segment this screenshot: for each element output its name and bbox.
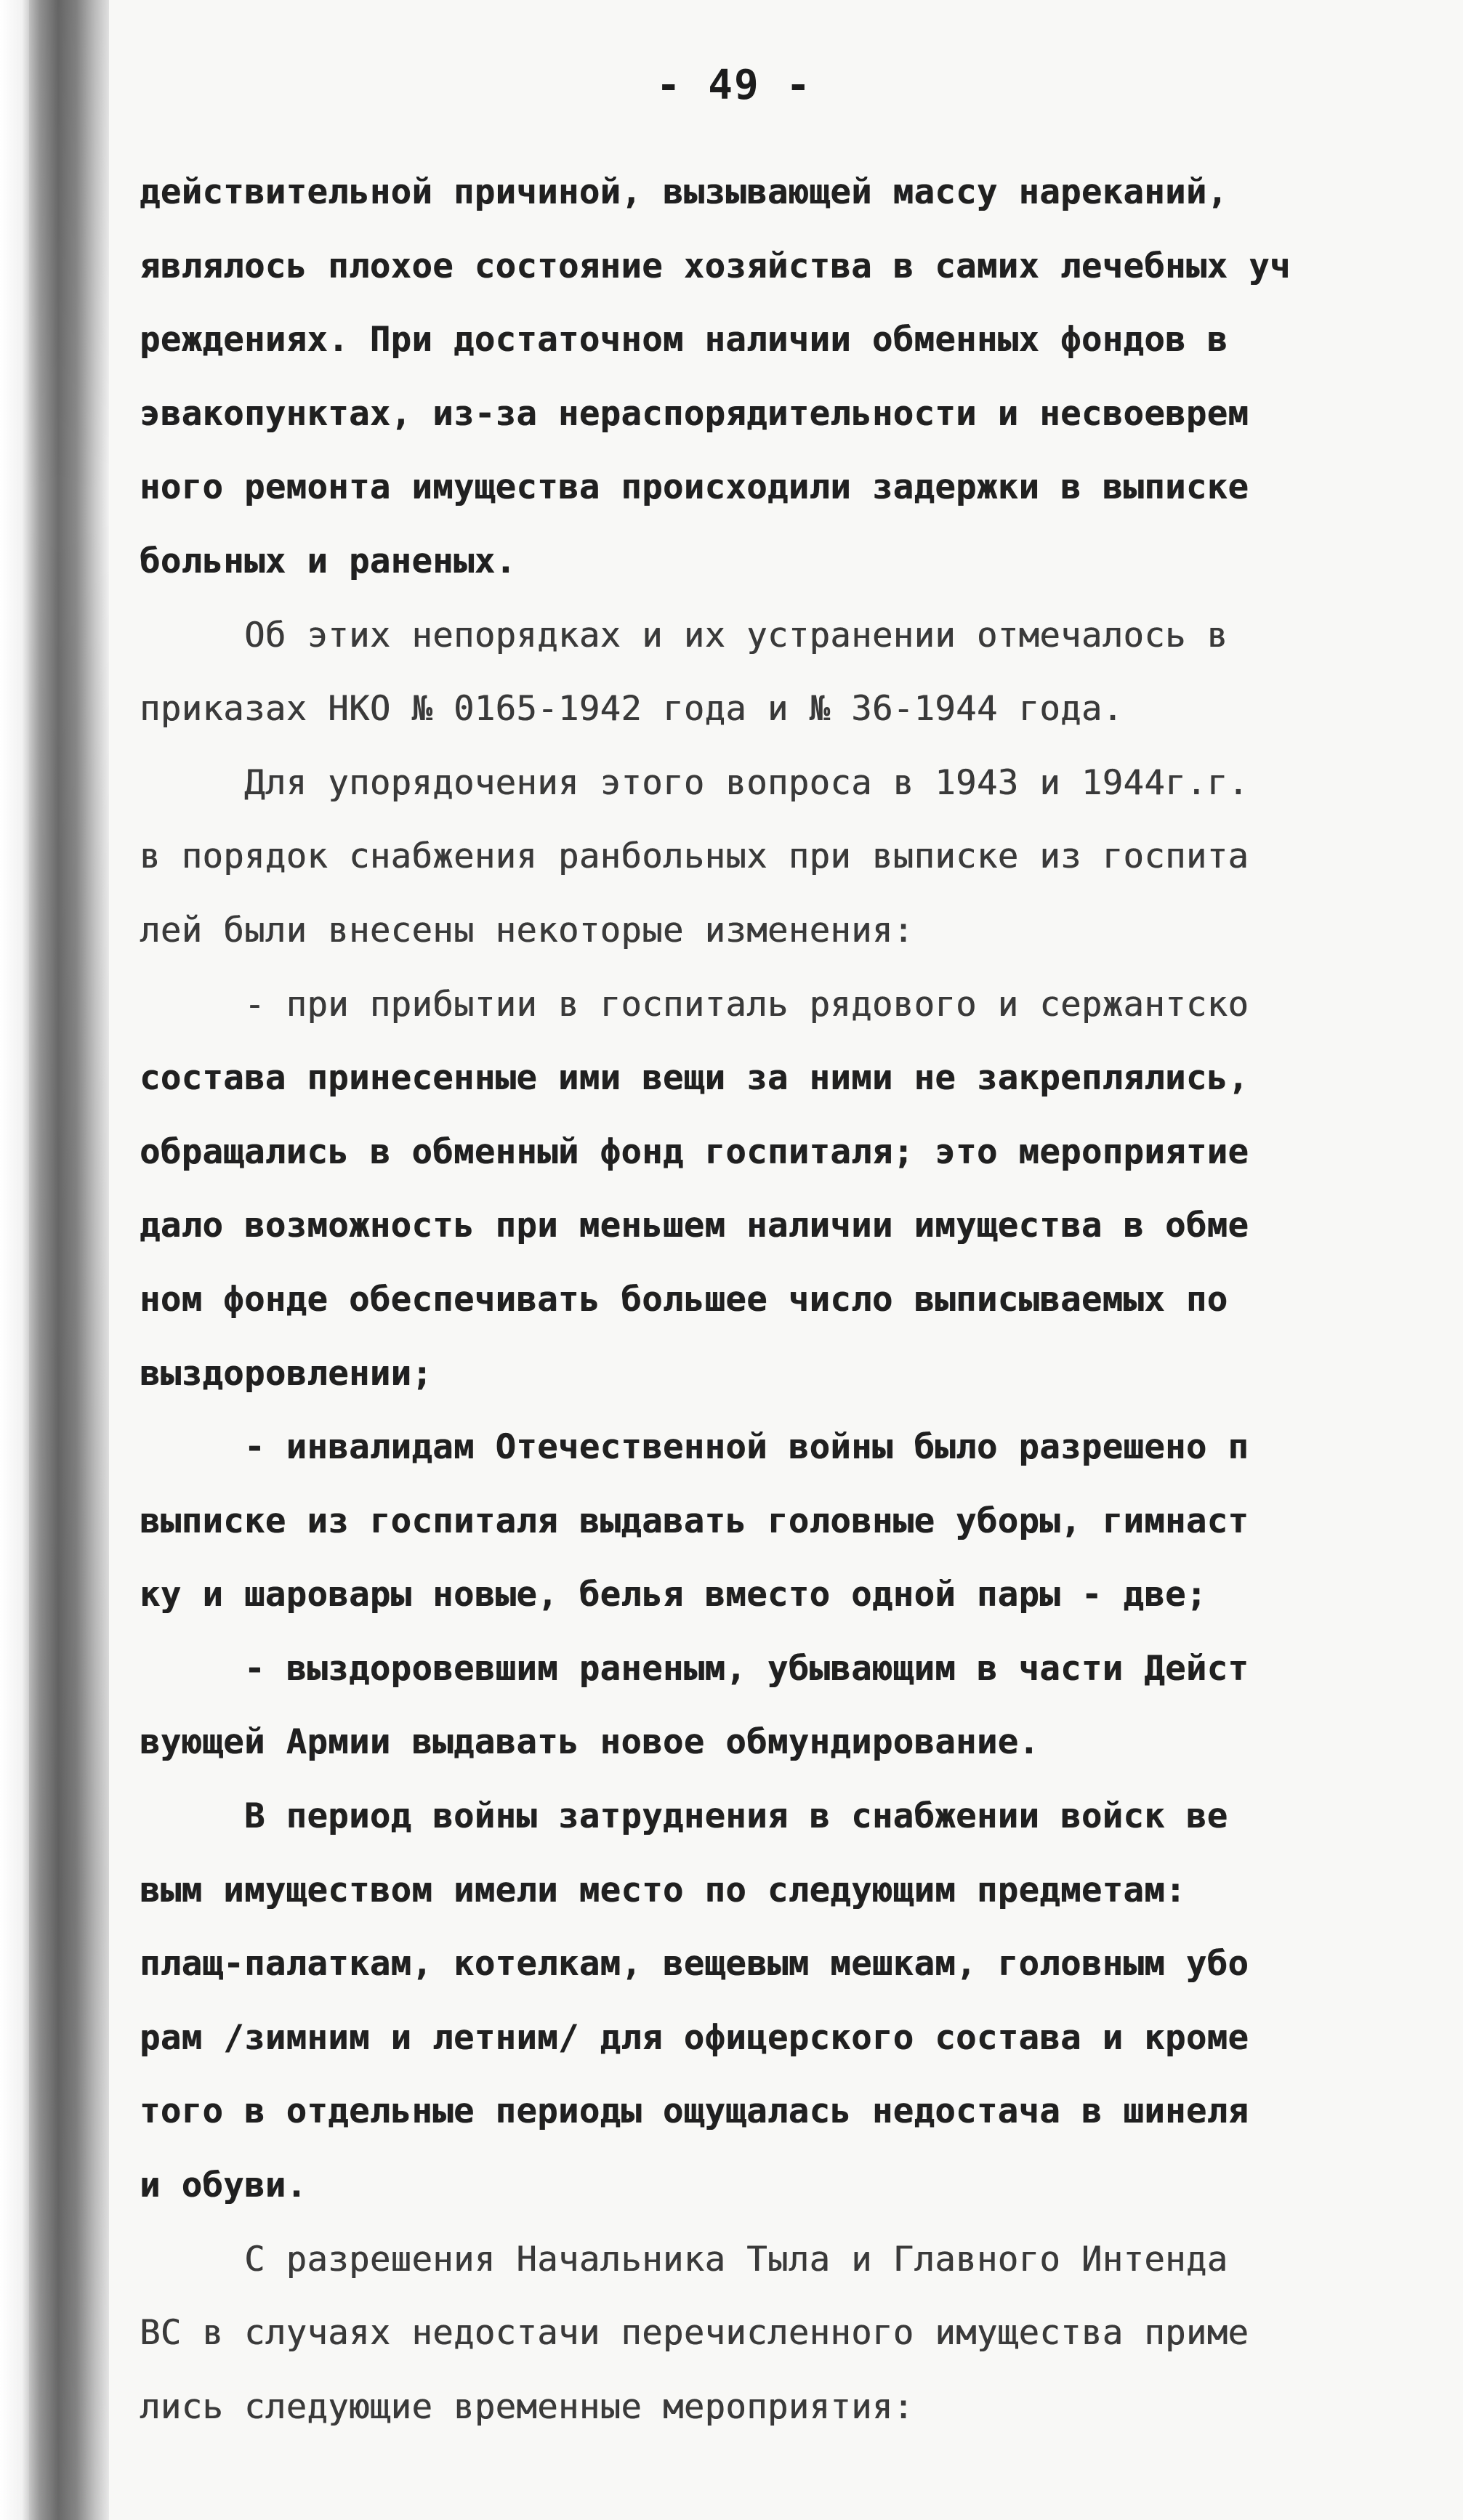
text-line: вующей Армии выдавать новое обмундирование. <box>140 1722 1040 1763</box>
body-text <box>140 156 1419 2444</box>
text-line: ном фонде обеспечивать большее число выписываемых по <box>140 1279 1228 1320</box>
text-line: того в отдельные периоды ощущалась недостача в шинеля <box>140 2091 1249 2132</box>
text-line: ВС в случаях недостачи перечисленного имущества приме <box>140 2313 1249 2354</box>
text-line: Для упорядочения этого вопроса в 1943 и 1944г.г. <box>140 762 1249 803</box>
text-line: дало возможность при меньшем наличии имущества в обме <box>140 1206 1249 1246</box>
text-line: - при прибытии в госпиталь рядового и сержантско <box>140 984 1249 1025</box>
text-line: В период войны затруднения в снабжении войск ве <box>140 1796 1228 1837</box>
page-number: - 49 - <box>656 62 813 109</box>
text-line: больных и раненых. <box>140 541 517 581</box>
text-line: - выздоровевшим раненым, убывающим в части Дейст <box>140 1648 1249 1689</box>
text-line: лей были внесены некоторые изменения: <box>140 910 914 950</box>
text-line: в порядок снабжения ранбольных при выписке из госпита <box>140 836 1249 877</box>
text-line: С разрешения Начальника Тыла и Главного Интенда <box>140 2239 1228 2279</box>
text-line: реждениях. При достаточном наличии обменных фондов в <box>140 320 1228 360</box>
text-line: ного ремонта имущества происходили задержки в выписке <box>140 467 1249 508</box>
text-line: Об этих непорядках и их устранении отмечалось в <box>140 615 1228 655</box>
text-line: являлось плохое состояние хозяйства в самих лечебных уч <box>140 246 1291 286</box>
text-line: выздоровлении; <box>140 1353 433 1394</box>
text-line: плащ-палаткам, котелкам, вещевым мешкам, головным убо <box>140 1944 1249 1984</box>
text-line: ку и шаровары новые, белья вместо одной пары - две; <box>140 1575 1207 1615</box>
text-line: вым имуществом имели место по следующим предметам: <box>140 1870 1186 1910</box>
text-line: эвакопунктах, из-за нераспорядительности и несвоеврем <box>140 393 1249 434</box>
text-line: состава принесенные ими вещи за ними не закреплялись, <box>140 1058 1249 1099</box>
text-line: приказах НКО № 0165-1942 года и № 36-1944 года. <box>140 689 1124 730</box>
text-line: и обуви. <box>140 2165 307 2206</box>
text-line: лись следующие временные мероприятия: <box>140 2386 914 2427</box>
text-line: выписке из госпиталя выдавать головные уборы, гимнаст <box>140 1501 1249 1541</box>
text-line: действительной причиной, вызывающей массу нареканий, <box>140 172 1228 212</box>
text-line: рам /зимним и летним/ для офицерского состава и кроме <box>140 2017 1249 2058</box>
text-line: - инвалидам Отечественной войны было разрешено п <box>140 1427 1249 1468</box>
text-line: обращались в обменный фонд госпиталя; это мероприятие <box>140 1131 1249 1172</box>
scan-edge-shade <box>29 0 109 2520</box>
